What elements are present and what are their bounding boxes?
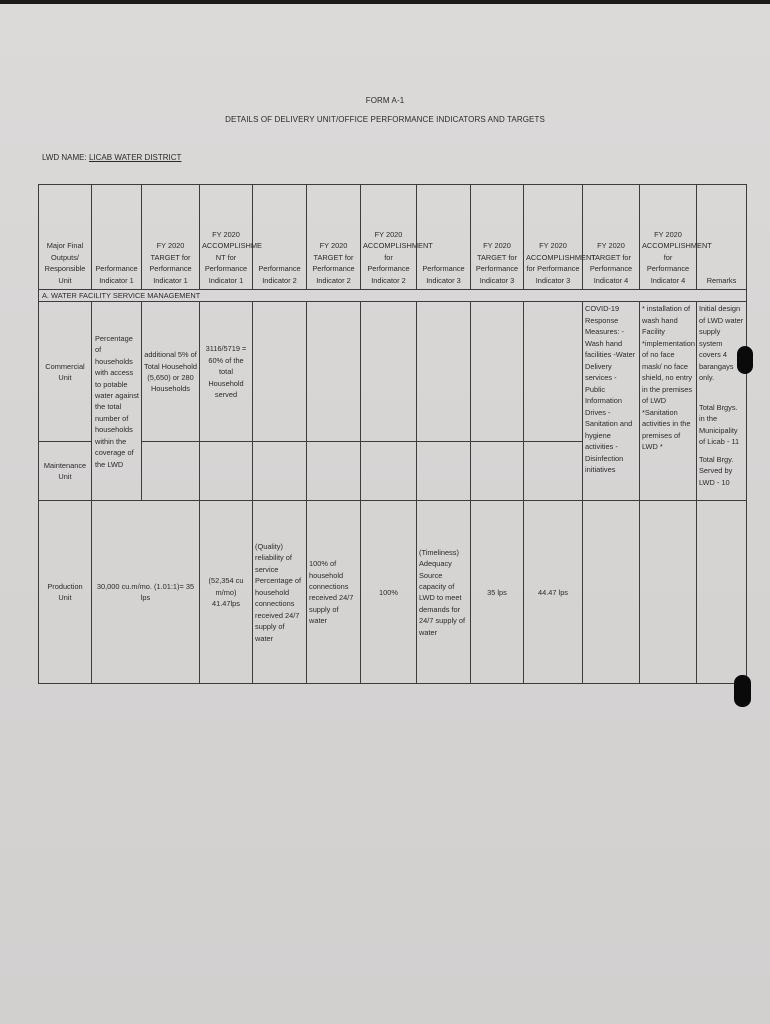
table-header-row xyxy=(39,185,747,290)
cell-production-accomplishment-1: (52,354 cu m/mo) 41.47lps xyxy=(200,501,253,684)
cell-target-4: COVID-19 Response Measures: -Wash hand facilities -Water Delivery services - Public Information Drives -Sanitation and hygiene activities - Disinfection initiatives xyxy=(583,302,640,501)
cell-production-indicator-3: (Timeliness) Adequacy Source capacity of LWD to meet demands for 24/7 supply of water xyxy=(417,501,471,684)
cell-empty xyxy=(583,501,640,684)
cell-production-target-2: 100% of household connections received 24/7 supply of water xyxy=(307,501,361,684)
col-header-target-1: FY 2020 TARGET for Performance Indicator 1 xyxy=(142,185,200,290)
section-row xyxy=(39,290,747,302)
remarks-line-3: Total Brgy. Served by LWD - 10 xyxy=(699,454,734,487)
cell-unit-commercial: Commercial Unit xyxy=(39,302,92,442)
cell-empty xyxy=(471,442,524,501)
col-header-accomplishment-4: FY 2020 ACCOMPLISHMENT for Performance Indicator 4 xyxy=(640,185,697,290)
cell-target-1: additional 5% of Total Household (5,650) or 280 Households xyxy=(142,302,200,442)
form-title: FORM A-1 xyxy=(365,96,405,105)
cell-production-accomplishment-2: 100% xyxy=(361,501,417,684)
cell-empty xyxy=(361,302,417,442)
cell-indicator-1: Percentage of households with access to potable water against the total number of households within the coverage of the LWD xyxy=(92,302,142,501)
cell-empty xyxy=(524,302,583,442)
cell-empty xyxy=(640,501,697,684)
cell-empty xyxy=(307,302,361,442)
punch-hole xyxy=(737,346,753,374)
cell-accomplishment-4: * installation of wash hand Facility *implementation of no face mask/ no face shield, no entry in the premises of LWD *Sanitation activities in the premises of LWD * xyxy=(640,302,697,501)
col-header-major-final-outputs: Major Final Outputs/ Responsible Unit xyxy=(39,185,92,290)
cell-production-target-3: 35 lps xyxy=(471,501,524,684)
remarks-line-1: Initial design of LWD water supply system covers 4 barangays only. xyxy=(699,304,744,383)
col-header-target-4: FY 2020 TARGET for Performance Indicator 4 xyxy=(583,185,640,290)
cell-empty xyxy=(524,442,583,501)
lwd-name-value: LICAB WATER DISTRICT xyxy=(88,153,182,162)
cell-empty xyxy=(361,442,417,501)
col-header-target-2: FY 2020 TARGET for Performance Indicator 2 xyxy=(307,185,361,290)
cell-remarks xyxy=(697,302,747,501)
section-a-title: A. WATER FACILITY SERVICE MANAGEMENT xyxy=(39,290,747,302)
table-row-commercial xyxy=(39,302,747,442)
cell-accomplishment-1: 3116/5719 = 60% of the total Household served xyxy=(200,302,253,442)
col-header-accomplishment-3: FY 2020 ACCOMPLISHMENT for Performance Indicator 3 xyxy=(524,185,583,290)
remarks-line-2: Total Brgys. in the Municipality of Licab - 11 xyxy=(699,402,740,447)
table-row-production xyxy=(39,501,747,684)
cell-production-accomplishment-3: 44.47 lps xyxy=(524,501,583,684)
cell-production-indicator-1: 30,000 cu.m/mo. (1.01:1)= 35 lps xyxy=(92,501,200,684)
cell-empty xyxy=(142,442,200,501)
col-header-remarks: Remarks xyxy=(697,185,747,290)
cell-production-indicator-2: (Quality) reliability of service Percentage of household connections received 24/7 supply of water xyxy=(253,501,307,684)
cell-unit-production: Production Unit xyxy=(39,501,92,684)
performance-indicators-table xyxy=(38,184,747,684)
lwd-name-label: LWD NAME: xyxy=(42,153,89,162)
cell-empty xyxy=(417,442,471,501)
cell-unit-maintenance: Maintenance Unit xyxy=(39,442,92,501)
col-header-performance-indicator-2: Performance Indicator 2 xyxy=(253,185,307,290)
col-header-target-3: FY 2020 TARGET for Performance Indicator 3 xyxy=(471,185,524,290)
cell-empty xyxy=(697,501,747,684)
cell-empty xyxy=(200,442,253,501)
cell-empty xyxy=(253,442,307,501)
col-header-performance-indicator-1: Performance Indicator 1 xyxy=(92,185,142,290)
lwd-name-line xyxy=(42,153,181,162)
col-header-performance-indicator-3: Performance Indicator 3 xyxy=(417,185,471,290)
punch-hole xyxy=(734,675,751,707)
form-subtitle: DETAILS OF DELIVERY UNIT/OFFICE PERFORMANCE INDICATORS AND TARGETS xyxy=(225,115,545,124)
cell-empty xyxy=(471,302,524,442)
cell-empty xyxy=(417,302,471,442)
cell-empty xyxy=(307,442,361,501)
col-header-accomplishment-2: FY 2020 ACCOMPLISHMENT for Performance Indicator 2 xyxy=(361,185,417,290)
col-header-accomplishment-1: FY 2020 ACCOMPLISHME NT for Performance Indicator 1 xyxy=(200,185,253,290)
cell-empty xyxy=(253,302,307,442)
